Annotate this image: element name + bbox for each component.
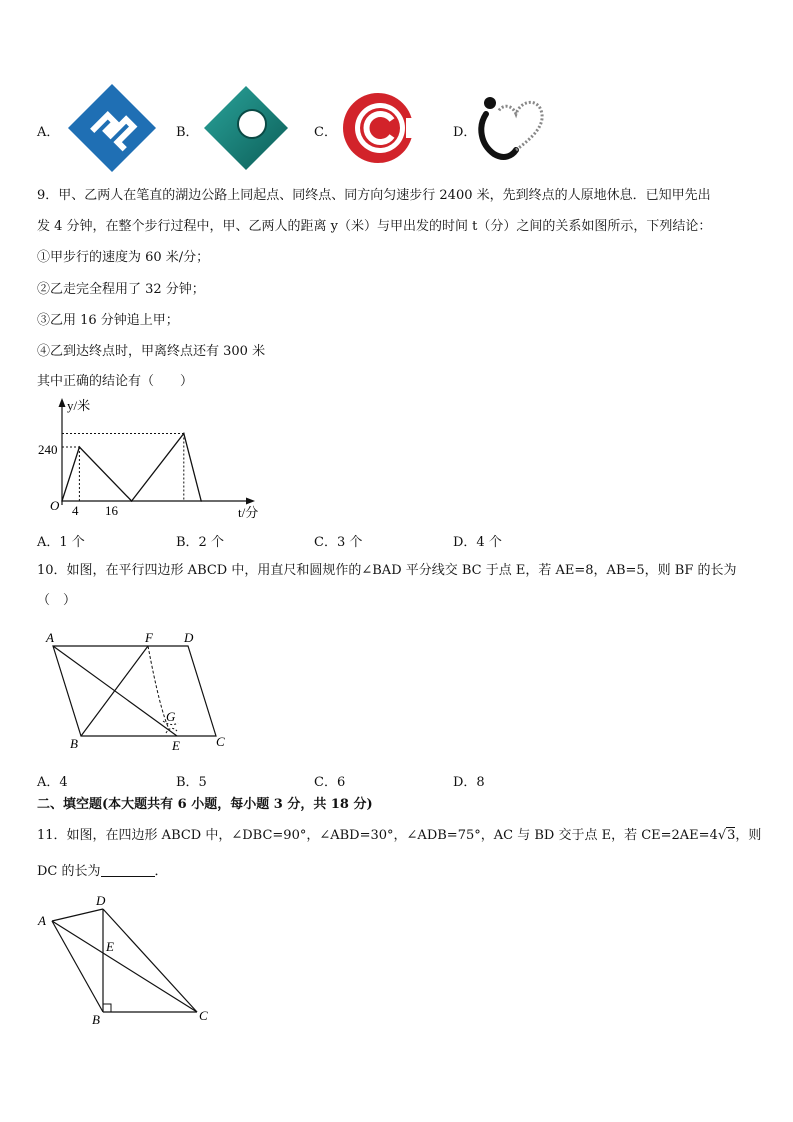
parallelogram-abcd <box>53 646 216 736</box>
label-d: D <box>96 893 106 908</box>
person-heart-logo <box>476 94 552 164</box>
y-tick-label-240: 240 <box>38 442 58 457</box>
origin-label: O <box>50 498 60 513</box>
quadrilateral-abcd-figure <box>34 890 224 1030</box>
segment-bf <box>81 646 148 736</box>
parallelogram-abcd-figure <box>40 625 240 755</box>
label-c: C <box>199 1008 208 1023</box>
q11-stem-line2-text: DC 的长为 <box>37 864 101 879</box>
q9-option-c: C．3 个 <box>314 535 363 550</box>
q9-statement-2: ②乙走完全程用了 32 分钟； <box>37 282 205 297</box>
q8-option-c-label: C． <box>314 125 337 140</box>
q10-stem-line2: （ ） <box>37 593 77 608</box>
q11-stem-line2-end: ． <box>154 864 168 879</box>
rotated-square-circle-logo <box>202 84 290 172</box>
distance-time-chart <box>40 395 270 525</box>
q9-option-a: A．1 个 <box>37 535 85 550</box>
label-e: E <box>172 738 180 753</box>
label-a: A <box>38 913 46 928</box>
q9-question: 其中正确的结论有（ ） <box>37 374 194 389</box>
q8-option-b-label: B． <box>176 125 199 140</box>
q11-stem-line1 <box>37 828 761 844</box>
segment-ac <box>52 921 197 1012</box>
red-ring-c-logo <box>340 88 420 168</box>
x-axis-label: t/分 <box>238 505 259 520</box>
y-axis-label: y/米 <box>67 398 91 413</box>
x-tick-label-16: 16 <box>105 503 118 518</box>
segment-ab <box>52 921 103 1012</box>
q9-stem-line2: 发 4 分钟，在整个步行过程中，甲、乙两人的距离 y（米）与甲出发的时间 t（分）之间的关系如图所示，下列结论： <box>37 219 712 234</box>
label-g: G <box>166 709 176 724</box>
rotated-square-s-logo <box>66 82 158 174</box>
q10-stem-line1: 10．如图，在平行四边形 ABCD 中，用直尺和圆规作的∠BAD 平分线交 BC 于点 E，若 AE=8，AB=5，则 BF 的长为 <box>37 563 737 578</box>
section-2-title: 二、填空题(本大题共有 6 小题，每小题 3 分，共 18 分) <box>37 797 373 812</box>
segment-dc <box>103 909 197 1012</box>
label-b: B <box>92 1012 100 1027</box>
sqrt-symbol: √3 <box>717 828 736 843</box>
y-axis-arrow <box>59 398 66 407</box>
q9-statement-1: ①甲步行的速度为 60 米/分； <box>37 250 210 265</box>
q9-option-b: B．2 个 <box>176 535 224 550</box>
q10-option-b: B．5 <box>176 775 207 790</box>
q9-statement-3: ③乙用 16 分钟追上甲； <box>37 313 179 328</box>
label-a: A <box>46 630 54 645</box>
q10-option-d: D．8 <box>453 775 485 790</box>
x-axis-arrow <box>246 498 255 505</box>
q11-stem-line1-text: 11．如图，在四边形 ABCD 中，∠DBC=90°，∠ABD=30°，∠ADB=75°，AC 与 BD 交于点 E，若 CE=2AE=4 <box>37 828 718 843</box>
label-d: D <box>184 630 194 645</box>
distance-series-line <box>62 434 201 502</box>
segment-ad <box>52 909 103 921</box>
q9-stem-line1: 9．甲、乙两人在笔直的湖边公路上同起点、同终点、同方向匀速步行 2400 米，先到终点的人原地休息．已知甲先出 <box>37 188 711 203</box>
q8-option-d-label: D． <box>453 125 477 140</box>
right-angle-mark <box>103 1004 111 1012</box>
label-b: B <box>70 736 78 751</box>
label-e: E <box>106 939 114 954</box>
q8-option-a-label: A． <box>37 125 60 140</box>
q9-option-d: D．4 个 <box>453 535 502 550</box>
label-f: F <box>145 630 153 645</box>
x-tick-label-4: 4 <box>72 503 79 518</box>
label-c: C <box>216 734 225 749</box>
sqrt-value: 3 <box>727 828 736 843</box>
q10-option-a: A．4 <box>37 775 68 790</box>
q11-stem-line2 <box>37 864 168 880</box>
answer-blank[interactable] <box>101 864 155 877</box>
q11-stem-line1-end: ，则 <box>735 828 762 843</box>
q10-option-c: C．6 <box>314 775 346 790</box>
q9-statement-4: ④乙到达终点时，甲离终点还有 300 米 <box>37 344 266 359</box>
